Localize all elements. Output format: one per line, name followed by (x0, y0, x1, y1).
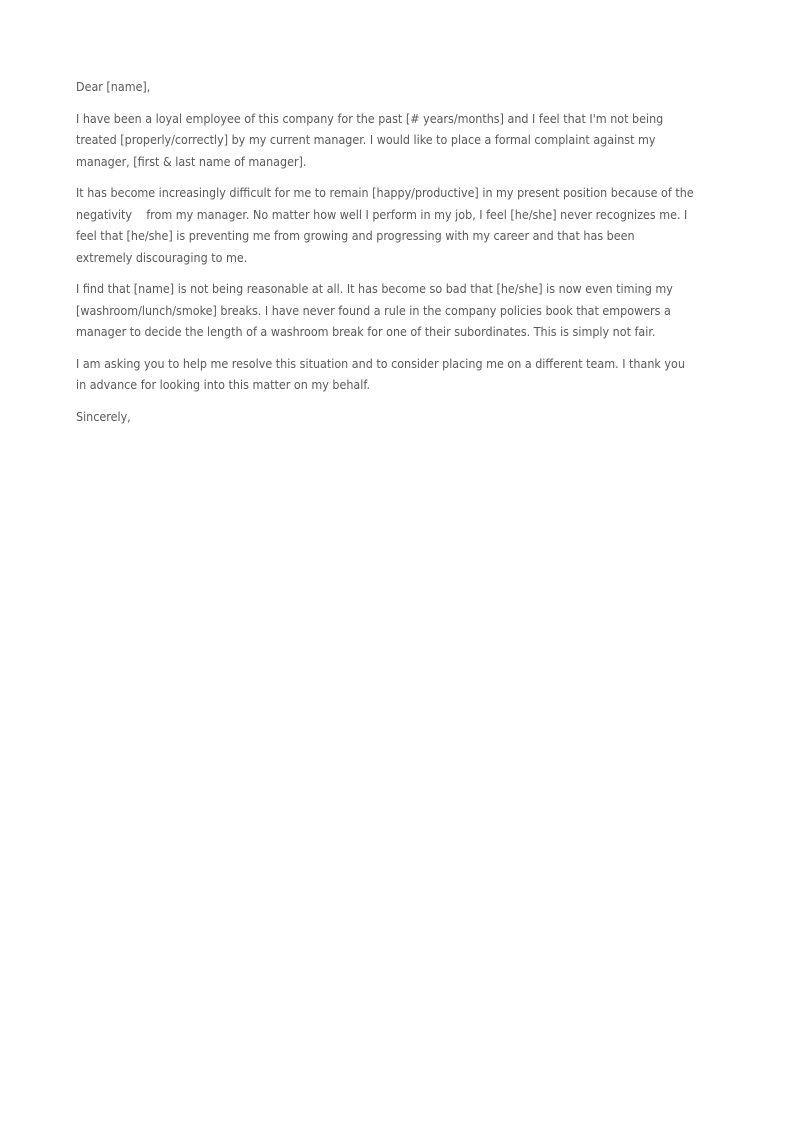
text-line: feel that [he/she] is preventing me from growing and progressing with my career and that has been (76, 229, 635, 243)
text-line: treated [properly/correctly] by my current manager. I would like to place a formal complaint against my (76, 133, 656, 147)
text-line: manager to decide the length of a washroom break for one of their subordinates. This is simply not fair. (76, 325, 656, 339)
text-line: in advance for looking into this matter on my behalf. (76, 378, 371, 392)
text-line: negativity from my manager. No matter how well I perform in my job, I feel [he/she] never recognizes me. I (76, 207, 688, 222)
text-line: I am asking you to help me resolve this situation and to consider placing me on a different team. I thank you (76, 356, 685, 371)
paragraph-years-of-service (76, 109, 704, 174)
text-line: I have been a loyal employee of this company for the past [# years/months] and I feel that I'm not being (76, 111, 664, 126)
paragraph-negativity (76, 183, 704, 269)
paragraph-request (76, 354, 704, 397)
text-line: I find that [name] is not being reasonable at all. It has become so bad that [he/she] is now even timing my (76, 282, 673, 296)
paragraph-breaks (76, 279, 704, 344)
letter-body (76, 77, 704, 438)
text-line: manager, [first & last name of manager]. (76, 154, 307, 169)
text-line: [washroom/lunch/smoke] breaks. I have never found a rule in the company policies book that empowers a (76, 303, 671, 318)
text-line: It has become increasingly difficult for me to remain [happy/productive] in my present position because of the (76, 186, 694, 200)
text-line: extremely discouraging to me. (76, 250, 248, 265)
closing: Sincerely, (76, 409, 131, 424)
salutation: Dear [name], (76, 80, 151, 94)
